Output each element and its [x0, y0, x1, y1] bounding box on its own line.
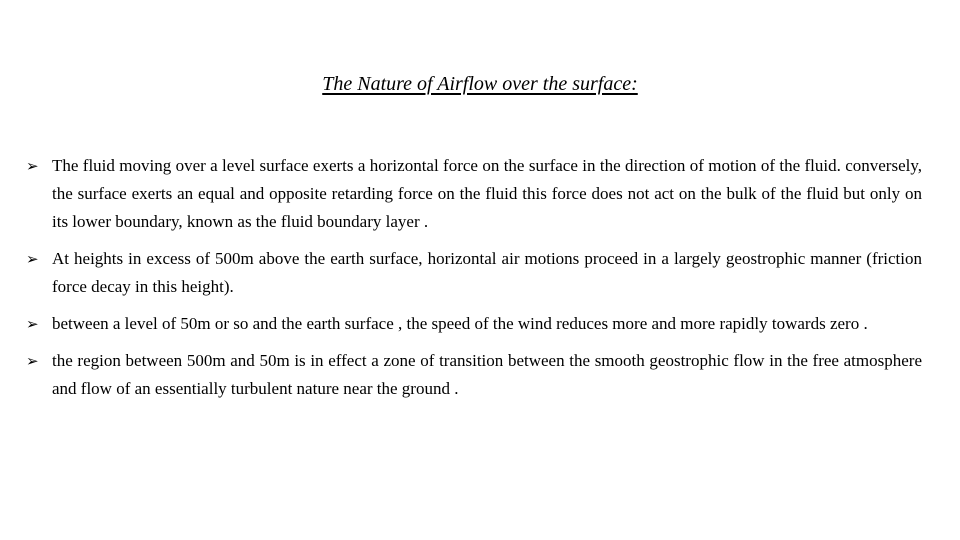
bullet-text: The fluid moving over a level surface exerts a horizontal force on the surface in the direction of motion of the fluid. conversely, the surface exerts an equal and opposite retarding force on the fluid this force does not act on the bulk of the fluid but only on its lower boundary, known as the fluid boundary layer . — [52, 156, 922, 231]
bullet-item — [26, 310, 922, 338]
bullet-text: At heights in excess of 500m above the earth surface, horizontal air motions proceed in a largely geostrophic manner (friction force decay in this height). — [52, 249, 922, 296]
bullet-item — [26, 245, 922, 301]
arrow-bullet-icon: ➢ — [26, 315, 39, 333]
bullet-item — [26, 347, 922, 403]
bullet-list — [26, 152, 922, 403]
arrow-bullet-icon: ➢ — [26, 352, 39, 370]
bullet-text: the region between 500m and 50m is in effect a zone of transition between the smooth geostrophic flow in the free atmosphere and flow of an essentially turbulent nature near the ground . — [52, 351, 922, 398]
slide-title: The Nature of Airflow over the surface: — [322, 73, 638, 95]
arrow-bullet-icon: ➢ — [26, 157, 39, 175]
arrow-bullet-icon: ➢ — [26, 250, 39, 268]
bullet-item — [26, 152, 922, 236]
bullet-text: between a level of 50m or so and the earth surface , the speed of the wind reduces more and more rapidly towards zero . — [52, 314, 868, 333]
